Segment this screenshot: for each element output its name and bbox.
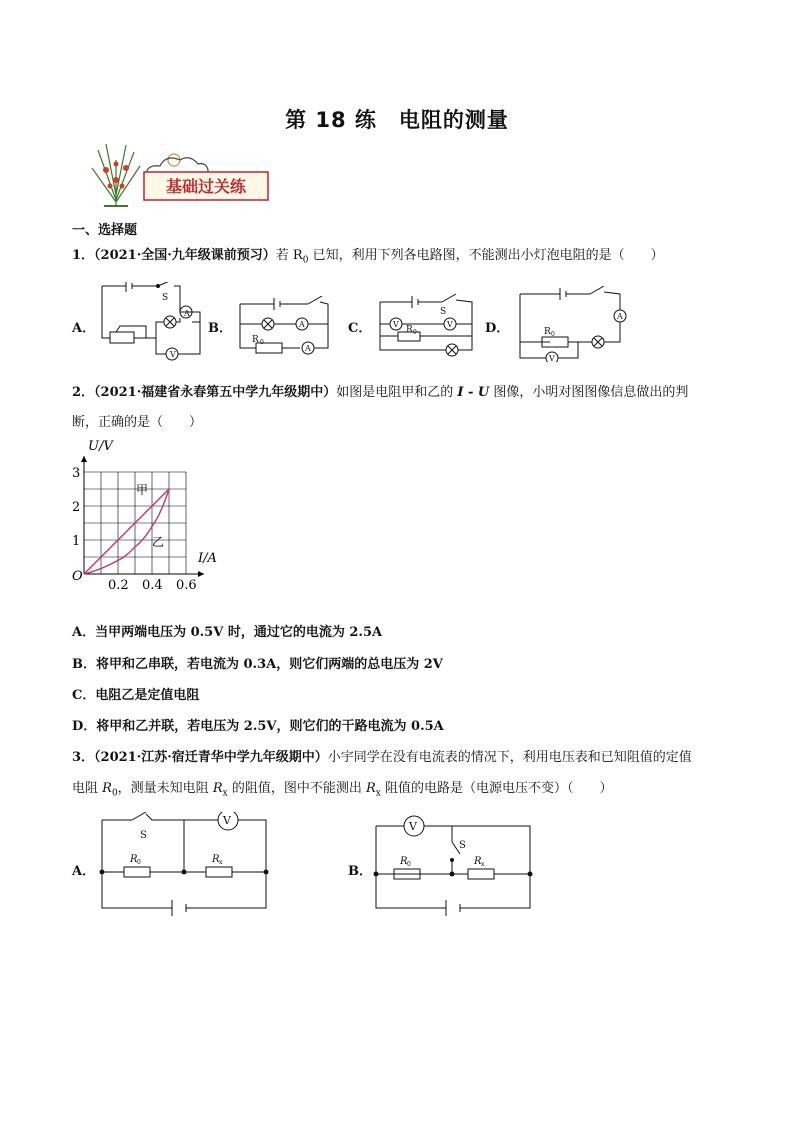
y-tick-label: 1 <box>72 534 81 549</box>
q1a-s-label: S <box>162 293 169 303</box>
q3-circuit-a <box>96 812 272 916</box>
q1-option-d[interactable]: D． <box>485 321 510 336</box>
svg-text:A: A <box>305 344 311 353</box>
y-tick-label: 2 <box>72 500 81 515</box>
origin-label: O <box>72 569 83 584</box>
q1d-r-label: R <box>544 327 551 337</box>
q1-stem <box>72 247 664 270</box>
q2-iu: I - U <box>457 385 490 400</box>
switch-icon <box>442 294 456 302</box>
q2-source: （2021·福建省永春第五中学九年级期中） <box>94 385 337 400</box>
q1-source: （2021·全国·九年级课前预习） <box>94 248 276 263</box>
chart-ticks <box>72 466 197 592</box>
x-tick-label: 0.4 <box>142 578 163 592</box>
rheostat-icon <box>110 332 134 343</box>
q1-number: 1． <box>72 248 95 263</box>
q1-circuit-a <box>96 282 208 366</box>
q3-source: （2021·江苏·宿迁青华中学九年级期中） <box>94 750 328 765</box>
svg-text:A: A <box>299 320 305 329</box>
q3-rx-2: R <box>365 781 376 796</box>
page-title: 第 18 练 电阻的测量 <box>285 108 509 132</box>
q1-circuit-b <box>236 296 336 360</box>
battery-icon <box>126 282 132 292</box>
q2-option-a[interactable]: A．当甲两端电压为 0.5V 时，通过它的电流为 2.5A <box>72 625 383 640</box>
q3-stem-line2 <box>72 780 612 803</box>
y-axis-arrow-icon <box>81 456 87 462</box>
q1-circuit-d <box>514 286 634 362</box>
y-tick-label: 3 <box>72 466 81 481</box>
q3-stem-a: 小宇同学在没有电流表的情况下，利用电压表和已知阻值的定值 <box>327 750 692 765</box>
battery-icon <box>274 298 280 310</box>
svg-text:V: V <box>447 320 453 329</box>
q3a-s-label: S <box>140 830 147 841</box>
series-b-label: 乙 <box>152 535 165 549</box>
q1-option-b[interactable]: B． <box>208 321 232 336</box>
q1b-r-label: R <box>252 335 259 345</box>
x-axis-arrow-icon <box>198 571 204 577</box>
iu-chart <box>66 434 226 592</box>
svg-text:A: A <box>184 309 190 318</box>
x-tick-label: 0.6 <box>176 578 197 592</box>
flower-decoration-icon <box>86 140 146 210</box>
battery-icon <box>172 900 186 916</box>
q2-option-d[interactable]: D．将甲和乙并联，若电压为 2.5V，则它们的干路电流为 0.5A <box>72 719 444 734</box>
switch-icon <box>308 296 322 304</box>
battery-icon <box>412 296 418 308</box>
q3-rx: R <box>212 781 223 796</box>
resistor-rx-icon <box>468 869 494 879</box>
svg-text:A: A <box>617 312 623 321</box>
q1-circuit-c <box>376 292 480 360</box>
switch-icon <box>132 812 146 820</box>
q1-sub: 0 <box>302 255 309 266</box>
q1b-r-sub: 0 <box>260 339 264 346</box>
x-tick-label: 0.2 <box>108 578 129 592</box>
q3-r0-sub: 0 <box>111 788 118 799</box>
section-heading: 一、选择题 <box>72 223 138 238</box>
svg-text:V: V <box>393 320 399 329</box>
svg-text:V: V <box>170 350 176 359</box>
q1c-r-sub: 0 <box>413 329 417 336</box>
q3-stem-b2: ，测量未知电阻 <box>117 781 213 796</box>
q2-option-c[interactable]: C．电阻乙是定值电阻 <box>72 688 200 703</box>
q1c-r-label: R <box>406 325 413 335</box>
q3b-r0-sub: 0 <box>407 861 411 868</box>
battery-icon <box>446 900 460 916</box>
q1-stem-a: 若 R <box>275 248 303 263</box>
resistor-rx-icon <box>206 867 232 877</box>
q2-stem-line2: 断，正确的是（ ） <box>72 415 203 430</box>
q3-option-b[interactable]: B． <box>348 864 372 879</box>
q3-stem-b3: 的阻值，图中不能测出 <box>227 781 366 796</box>
q3b-s-label: S <box>459 840 466 851</box>
q3-rx-sub-2: x <box>375 788 381 799</box>
q1d-r-sub: 0 <box>551 331 555 338</box>
q3a-v-label: V <box>223 814 231 827</box>
y-axis-label: U/V <box>88 439 113 454</box>
q1c-s-label: S <box>440 307 447 317</box>
resistor-r0-icon <box>124 867 150 877</box>
series-line-a <box>84 489 169 574</box>
q3-option-a[interactable]: A． <box>72 864 96 879</box>
q3a-r0-label: R <box>130 854 138 865</box>
q3-stem <box>72 749 692 767</box>
q2-option-b[interactable]: B．将甲和乙串联，若电流为 0.3A，则它们两端的总电压为 2V <box>72 657 443 672</box>
banner-label: 基础过关练 <box>165 177 247 196</box>
q3b-v-label: V <box>409 820 417 833</box>
switch-icon <box>590 286 604 294</box>
battery-icon <box>560 288 566 300</box>
q1-option-a[interactable]: A． <box>72 321 96 336</box>
q3a-r0-sub: 0 <box>137 859 141 866</box>
q3-rx-sub: x <box>222 788 228 799</box>
q2-stem-b: 图像，小明对图图像信息做出的判 <box>489 385 689 400</box>
switch-icon <box>158 282 172 286</box>
q3a-rx-label: R <box>212 854 220 865</box>
q1-stem-b: 已知，利用下列各电路图，不能测出小灯泡电阻的是（ ） <box>308 248 664 263</box>
q3-stem-b1: 电阻 <box>72 781 103 796</box>
svg-text:V: V <box>549 354 555 362</box>
q3-circuit-b <box>370 812 536 916</box>
series-a-label: 甲 <box>136 483 149 497</box>
chart-series <box>84 489 169 574</box>
q3b-rx-label: R <box>474 856 482 867</box>
q3-stem-b4: 阻值的电路是（电源电压不变）（ ） <box>380 781 613 796</box>
q3a-rx-sub: x <box>219 859 223 866</box>
q3b-r0-label: R <box>400 856 408 867</box>
q3-r0: R <box>102 781 112 796</box>
banner-decoration <box>140 148 274 204</box>
q1-option-c[interactable]: C． <box>348 321 372 336</box>
x-axis-label: I/A <box>198 551 217 566</box>
q2-stem <box>72 384 688 402</box>
q3b-rx-sub: x <box>481 861 485 868</box>
q2-stem-a: 如图是电阻甲和乙的 <box>336 385 458 400</box>
q3-number: 3． <box>72 750 95 765</box>
q2-number: 2． <box>72 385 95 400</box>
